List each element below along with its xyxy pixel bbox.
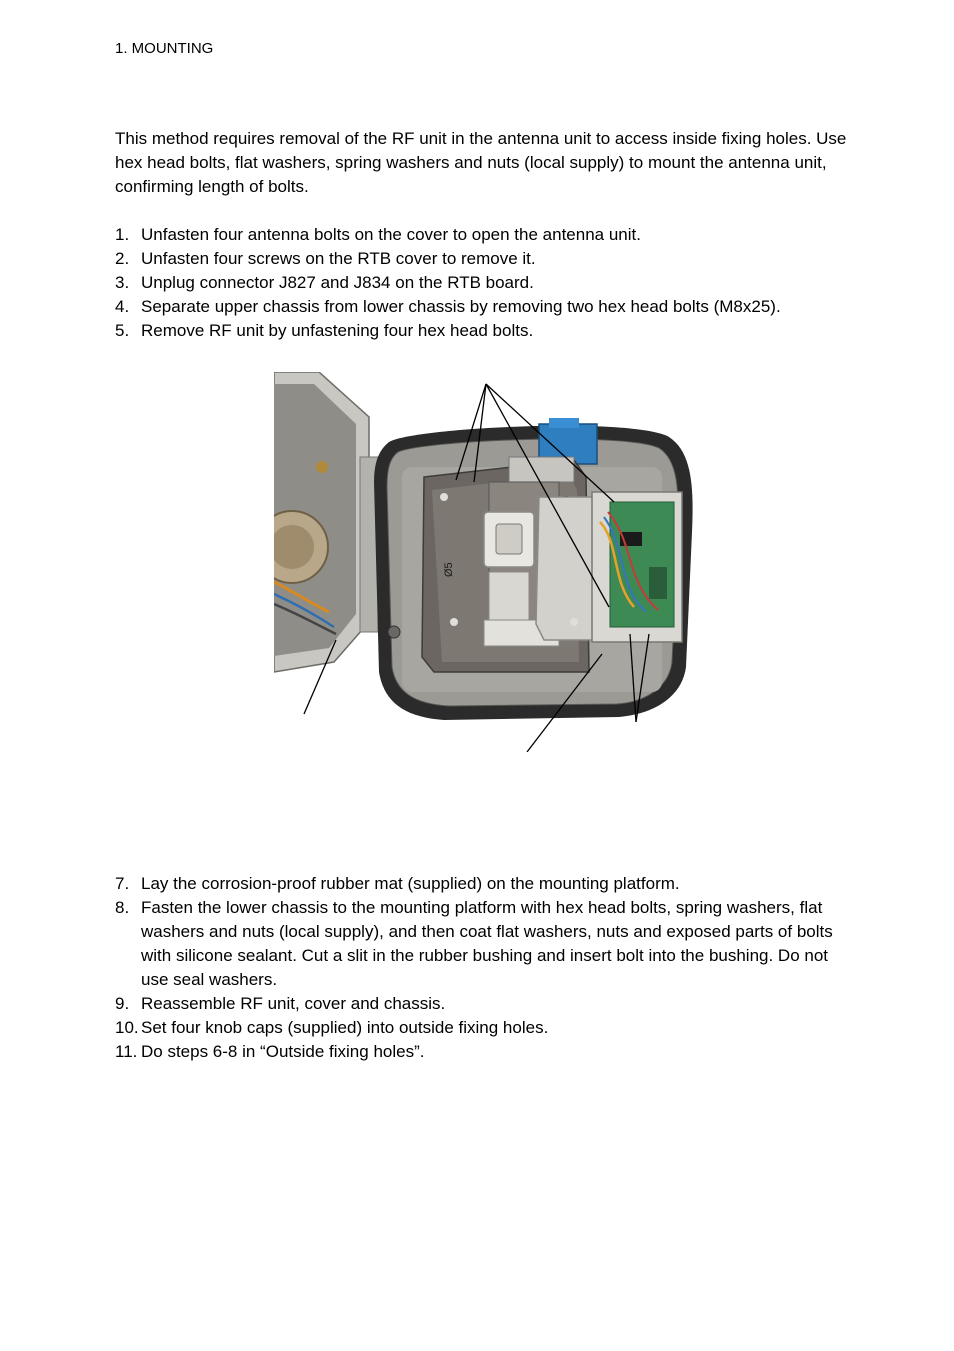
step-number: 9. (115, 994, 130, 1013)
steps-list-2 (115, 872, 860, 1064)
steps-list-1 (115, 223, 860, 343)
antenna-unit-photo (274, 372, 694, 752)
step-item (115, 247, 860, 271)
step-item (115, 271, 860, 295)
step-text: Remove RF unit by unfastening four hex head bolts. (141, 321, 534, 340)
step-number: 2. (115, 249, 130, 268)
step-item (115, 223, 860, 247)
step-item (115, 992, 860, 1016)
step-text: Set four knob caps (supplied) into outside fixing holes. (141, 1018, 549, 1037)
step-item (115, 1016, 860, 1040)
step-text: Separate upper chassis from lower chassis by removing two hex head bolts (M8x25). (141, 297, 781, 316)
step-number: 3. (115, 273, 130, 292)
step-number: 10. (115, 1018, 139, 1037)
step-text: Do steps 6-8 in “Outside fixing holes”. (141, 1042, 425, 1061)
step-text: Unfasten four screws on the RTB cover to remove it. (141, 249, 536, 268)
step-number: 4. (115, 297, 130, 316)
step-item (115, 1040, 860, 1064)
step-text: Reassemble RF unit, cover and chassis. (141, 994, 446, 1013)
intro-paragraph: This method requires removal of the RF unit in the antenna unit to access inside fixing holes. Use hex head bolts, flat washers, spring washers and nuts (local supply) to mount the antenna unit, confirming length of bolts. (115, 129, 847, 196)
step-item (115, 295, 860, 319)
step-item (115, 319, 860, 343)
step-number: 5. (115, 321, 130, 340)
step-item (115, 872, 860, 896)
page-section-header: 1. MOUNTING (115, 40, 214, 57)
step-number: 1. (115, 225, 130, 244)
antenna-unit-illustration (274, 372, 694, 752)
step-text: Lay the corrosion-proof rubber mat (supplied) on the mounting platform. (141, 874, 680, 893)
step-number: 7. (115, 874, 130, 893)
step-text: Unplug connector J827 and J834 on the RTB board. (141, 273, 534, 292)
step-text: Unfasten four antenna bolts on the cover to open the antenna unit. (141, 225, 641, 244)
step-number: 8. (115, 898, 130, 917)
step-item (115, 896, 860, 992)
chassis-marking: Ø5 (443, 562, 455, 577)
step-number: 11. (115, 1042, 138, 1061)
step-text: Fasten the lower chassis to the mounting platform with hex head bolts, spring washers, flat washers and nuts (local supply), and then coat flat washers, nuts and exposed parts of bolts with silicone sealant. Cut a slit in the rubber bushing and insert bolt into the bushing. Do not use seal washers. (141, 898, 833, 989)
